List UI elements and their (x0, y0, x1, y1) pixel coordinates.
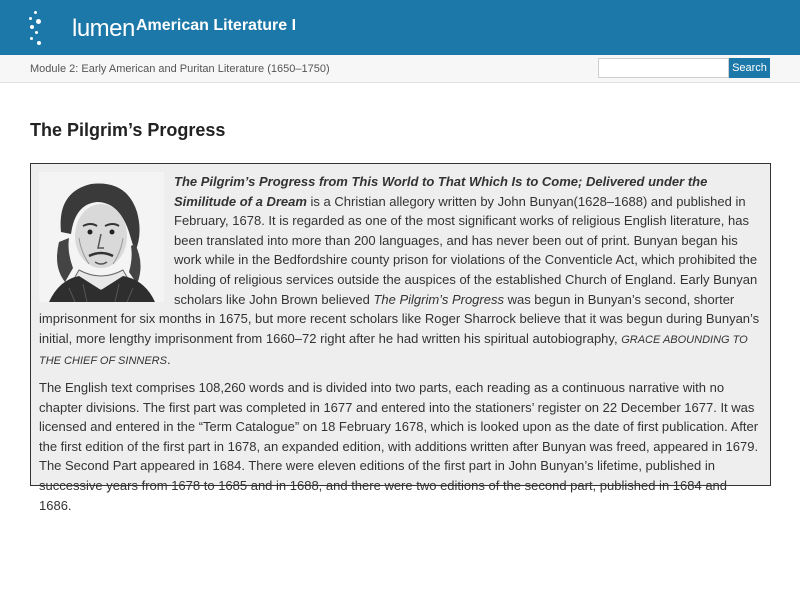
book-title-italic: The Pilgrim’s Progress (373, 291, 504, 307)
intro-text-end: . (166, 352, 171, 368)
page-title: The Pilgrim’s Progress (30, 120, 226, 140)
top-header-bar (0, 0, 800, 55)
course-title[interactable]: American Literature I (136, 17, 297, 34)
logo-text: lumen (72, 15, 135, 42)
lumen-logo[interactable] (28, 10, 135, 46)
john-bunyan-portrait-image (39, 172, 164, 302)
logo-dots-icon (28, 10, 44, 46)
book-full-title: The Pilgrim’s Progress from This World to That Which Is to Come; Delivered under the Similitude of a Dream (174, 174, 708, 209)
intro-text-part-a: is a Christian allegory written by John Bunyan(1628–1688) and published in February, 1678. It is regarded as one of the most significant works of religious English literature, has been translated into more than 200 languages, and has never been out of print. Bunyan began his work while in the Bedfordshire county prison for violations of the Conventicle Act, which prohibited the holding of religious services outside the auspices of the established Church of England. Early Bunyan scholars like John Brown believed (174, 193, 758, 307)
breadcrumb[interactable]: Module 2: Early American and Puritan Literature (1650–1750) (30, 63, 330, 75)
intro-text-part-c: was begun in Bunyan’s second, shorter imprisonment for six months in 1675, but more recent scholars like Roger Sharrock believe that it was begun during Bunyan’s initial, more lengthy imprisonment from 1660–72 right after he had written his spiritual autobiography, (39, 291, 760, 346)
search-input[interactable] (598, 58, 729, 78)
sub-header-bar (0, 55, 800, 83)
publication-paragraph: The English text comprises 108,260 words and is divided into two parts, each reading as a continuous narrative with no chapter divisions. The first part was completed in 1677 and entered into the stationers’ register on 22 December 1677. It was licensed and entered in the “Term Catalogue” on 18 February 1678, which is looked upon as the date of first publication. After the first edition of the first part in 1678, an expanded edition, with additions written after Bunyan was freed, appeared in 1679. The Second Part appeared in 1684. There were eleven editions of the first part in John Bunyan’s lifetime, published in successive years from 1678 to 1685 and in 1688, and there were two editions of the second part, published in 1684 and 1686. (39, 379, 759, 513)
autobiography-title: GRACE ABOUNDING TO THE CHIEF OF SINNERS (39, 333, 748, 368)
content-box (30, 163, 771, 513)
search-button[interactable]: Search (729, 58, 770, 78)
